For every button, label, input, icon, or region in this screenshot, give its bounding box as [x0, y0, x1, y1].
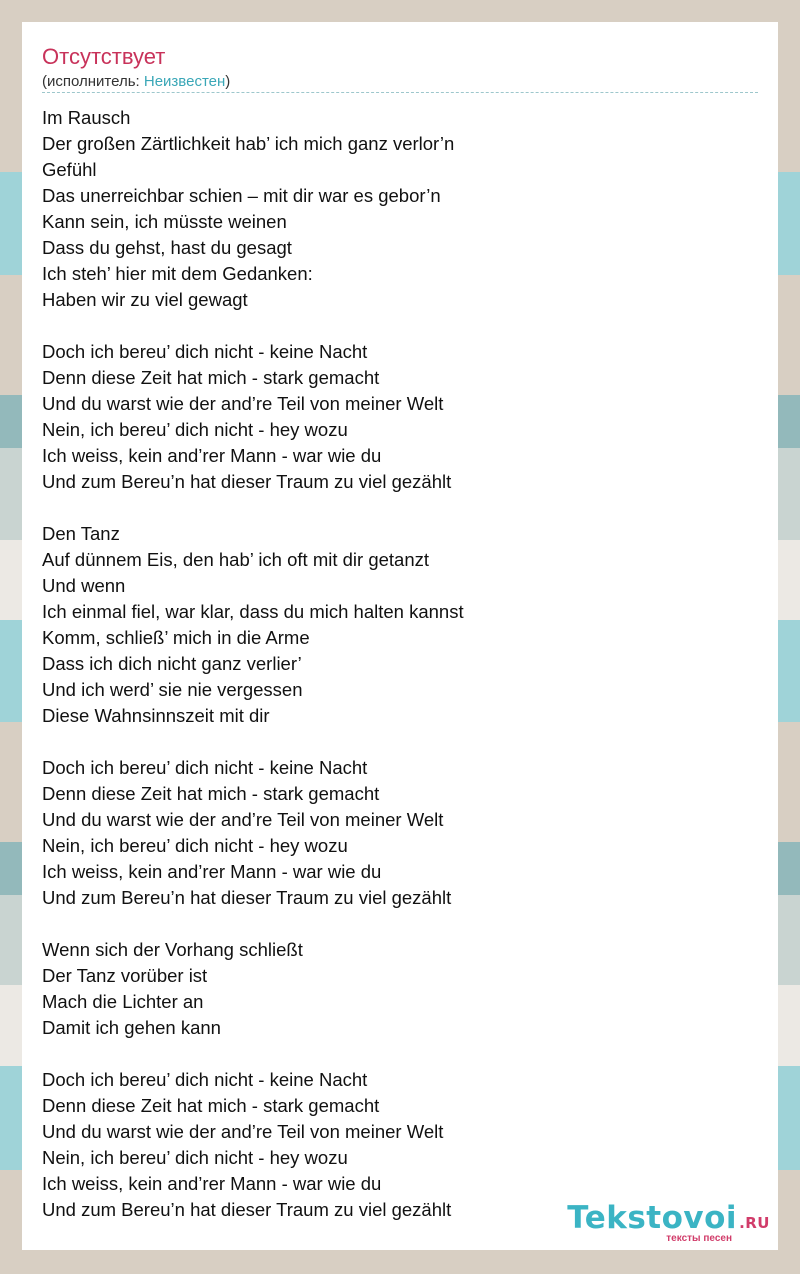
stanza-gap: [42, 911, 758, 937]
lyric-line: Damit ich gehen kann: [42, 1017, 221, 1038]
lyric-line: Im Rausch: [42, 107, 131, 128]
artist-line: [42, 73, 230, 91]
logo-name: Tekstovoi: [567, 1200, 738, 1236]
lyric-line: Auf dünnem Eis, den hab’ ich oft mit dir getanzt: [42, 549, 430, 570]
lyric-line: Der Tanz vorüber ist: [42, 965, 208, 986]
lyric-line: Denn diese Zeit hat mich - stark gemacht: [42, 783, 380, 804]
lyric-line: Dass ich dich nicht ganz verlier’: [42, 653, 302, 674]
lyric-line: Ich steh’ hier mit dem Gedanken:: [42, 263, 313, 284]
lyric-line: Das unerreichbar schien – mit dir war es gebor’n: [42, 185, 441, 206]
lyric-line: Ich weiss, kein and’rer Mann - war wie du: [42, 445, 382, 466]
stanza-gap: [42, 313, 758, 339]
lyric-line: Ich weiss, kein and’rer Mann - war wie du: [42, 1173, 382, 1194]
lyric-line: Kann sein, ich müsste weinen: [42, 211, 287, 232]
lyric-line: Nein, ich bereu’ dich nicht - hey wozu: [42, 419, 348, 440]
lyric-line: Der großen Zärtlichkeit hab’ ich mich ganz verlor’n: [42, 133, 455, 154]
lyric-line: Haben wir zu viel gewagt: [42, 289, 248, 310]
lyric-line: Und du warst wie der and’re Teil von meiner Welt: [42, 809, 444, 830]
lyric-line: Doch ich bereu’ dich nicht - keine Nacht: [42, 757, 368, 778]
lyric-line: Komm, schließ’ mich in die Arme: [42, 627, 310, 648]
stanza: [42, 339, 758, 495]
logo-tld: .RU: [739, 1214, 770, 1232]
lyric-line: Mach die Lichter an: [42, 991, 204, 1012]
logo-tagline: тексты песен: [666, 1233, 732, 1244]
artist-suffix: ): [225, 73, 231, 90]
artist-link[interactable]: Неизвестен: [143, 73, 226, 90]
lyric-line: Und zum Bereu’n hat dieser Traum zu viel gezählt: [42, 887, 452, 908]
lyric-line: Wenn sich der Vorhang schließt: [42, 939, 303, 960]
lyric-line: Und du warst wie der and’re Teil von meiner Welt: [42, 393, 444, 414]
header-divider: [42, 92, 758, 93]
lyric-line: Diese Wahnsinnszeit mit dir: [42, 705, 270, 726]
stanza-gap: [42, 1041, 758, 1067]
lyric-line: Denn diese Zeit hat mich - stark gemacht: [42, 367, 380, 388]
lyric-line: Und zum Bereu’n hat dieser Traum zu viel gezählt: [42, 471, 452, 492]
lyrics-card: [22, 22, 778, 1250]
stanza-gap: [42, 729, 758, 755]
site-logo[interactable]: [567, 1202, 770, 1244]
lyric-line: Und ich werd’ sie nie vergessen: [42, 679, 303, 700]
stanza: [42, 755, 758, 911]
lyric-line: Nein, ich bereu’ dich nicht - hey wozu: [42, 835, 348, 856]
stanza: [42, 105, 758, 313]
stanza: [42, 521, 758, 729]
lyric-line: Und wenn: [42, 575, 126, 596]
lyric-line: Denn diese Zeit hat mich - stark gemacht: [42, 1095, 380, 1116]
artist-prefix: (исполнитель:: [42, 73, 144, 90]
lyric-line: Ich weiss, kein and’rer Mann - war wie du: [42, 861, 382, 882]
lyric-line: Nein, ich bereu’ dich nicht - hey wozu: [42, 1147, 348, 1168]
stanza: [42, 937, 758, 1041]
lyric-line: Dass du gehst, hast du gesagt: [42, 237, 292, 258]
song-title: Отсутствует: [42, 44, 166, 69]
stanza-gap: [42, 495, 758, 521]
lyric-line: Und du warst wie der and’re Teil von meiner Welt: [42, 1121, 444, 1142]
lyric-line: Und zum Bereu’n hat dieser Traum zu viel gezählt: [42, 1199, 452, 1220]
lyric-line: Doch ich bereu’ dich nicht - keine Nacht: [42, 1069, 368, 1090]
lyric-line: Den Tanz: [42, 523, 120, 544]
lyrics-text: [42, 105, 758, 1223]
lyric-line: Doch ich bereu’ dich nicht - keine Nacht: [42, 341, 368, 362]
lyric-line: Gefühl: [42, 159, 97, 180]
lyric-line: Ich einmal fiel, war klar, dass du mich halten kannst: [42, 601, 464, 622]
